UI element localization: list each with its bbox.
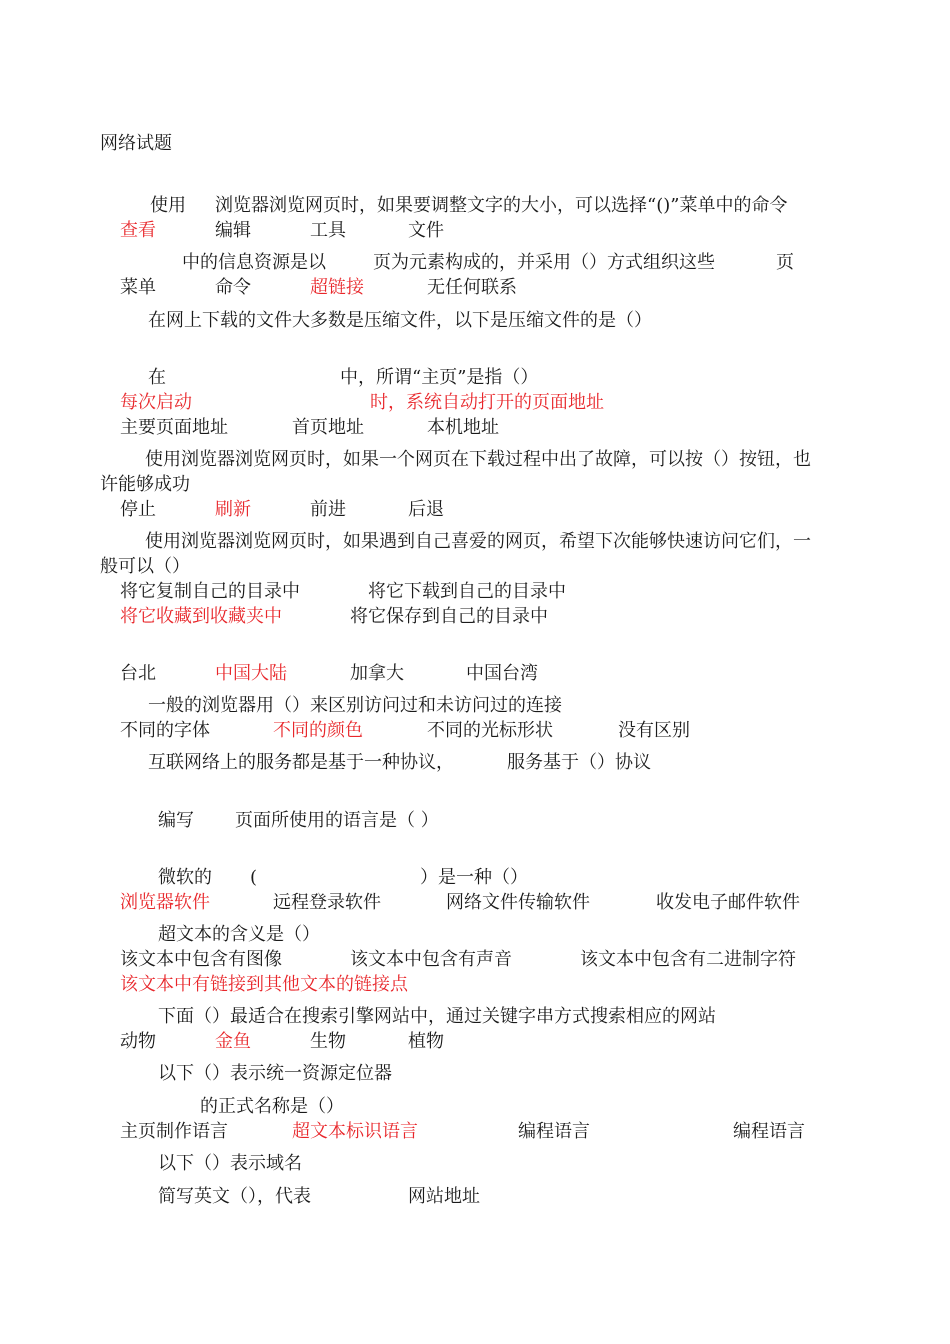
q4-option-a-part1: 每次启动 [120, 392, 192, 413]
q5-option-b: 刷新 [215, 499, 251, 520]
q12-option-c: 该文本中包含有二进制字符 [580, 949, 796, 970]
q17-stem-b: 网站地址 [408, 1186, 480, 1207]
q2-stem-a: 中的信息资源是以 [182, 252, 326, 273]
q11-stem-c: ）是一种（） [420, 867, 528, 888]
q11-option-d: 收发电子邮件软件 [656, 892, 800, 913]
q6-stem-line1: 使用浏览器浏览网页时，如果遇到自己喜爱的网页，希望下次能够快速访问它们，一 [145, 531, 811, 552]
q6-option-a: 将它复制自己的目录中 [120, 581, 300, 602]
document-title: 网络试题 [100, 133, 172, 154]
q15-option-d: 编程语言 [733, 1121, 805, 1142]
q9-stem-b: 服务基于（）协议 [507, 752, 651, 773]
q15-option-a: 主页制作语言 [120, 1121, 228, 1142]
q8-option-c: 不同的光标形状 [427, 720, 553, 741]
q2-option-a: 菜单 [120, 277, 156, 298]
q2-stem-c: 页 [776, 252, 794, 273]
q15-stem: 的正式名称是（） [200, 1096, 344, 1117]
q12-option-d: 该文本中有链接到其他文本的链接点 [120, 974, 408, 995]
q6-option-b: 将它下载到自己的目录中 [368, 581, 566, 602]
q5-option-c: 前进 [310, 499, 346, 520]
q13-option-a: 动物 [120, 1031, 156, 1052]
q4-option-c: 首页地址 [292, 417, 364, 438]
q13-option-d: 植物 [408, 1031, 444, 1052]
q15-option-b: 超文本标识语言 [292, 1121, 418, 1142]
q6-option-c: 将它收藏到收藏夹中 [120, 606, 282, 627]
q13-option-c: 生物 [310, 1031, 346, 1052]
q1-option-c: 工具 [310, 220, 346, 241]
q1-option-d: 文件 [408, 220, 444, 241]
q1-stem-b: 浏览器浏览网页时，如果要调整文字的大小，可以选择“()”菜单中的命令 [215, 195, 788, 216]
q1-option-b: 编辑 [215, 220, 251, 241]
q13-stem: 下面（）最适合在搜索引擎网站中，通过关键字串方式搜索相应的网站 [158, 1006, 716, 1027]
q3-stem: 在网上下载的文件大多数是压缩文件，以下是压缩文件的是（） [148, 310, 652, 331]
q12-option-b: 该文本中包含有声音 [350, 949, 512, 970]
q17-stem-a: 简写英文（），代表 [158, 1186, 311, 1207]
q8-option-b: 不同的颜色 [273, 720, 363, 741]
q7-option-a: 台北 [120, 663, 156, 684]
q8-option-d: 没有区别 [618, 720, 690, 741]
q11-option-a: 浏览器软件 [120, 892, 210, 913]
q1-option-a: 查看 [120, 220, 156, 241]
q5-option-d: 后退 [408, 499, 444, 520]
q2-option-d: 无任何联系 [427, 277, 517, 298]
q6-stem-line2: 般可以（） [100, 556, 190, 577]
q11-stem-a: 微软的 [158, 867, 212, 888]
q8-stem: 一般的浏览器用（）来区别访问过和未访问过的连接 [148, 695, 562, 716]
q8-option-a: 不同的字体 [120, 720, 210, 741]
q12-option-a: 该文本中包含有图像 [120, 949, 282, 970]
q6-option-d: 将它保存到自己的目录中 [350, 606, 548, 627]
q4-option-a-part2: 时，系统自动打开的页面地址 [370, 392, 604, 413]
q11-stem-b: ( [250, 867, 258, 888]
q5-stem-line2: 许能够成功 [100, 474, 190, 495]
q5-stem-line1: 使用浏览器浏览网页时，如果一个网页在下载过程中出了故障，可以按（）按钮，也 [145, 449, 811, 470]
q7-option-c: 加拿大 [350, 663, 404, 684]
q1-stem-a: 使用 [150, 195, 186, 216]
q4-stem-b: 中，所谓“主页”是指（） [340, 367, 539, 388]
q10-stem-a: 编写 [158, 810, 194, 831]
q4-option-d: 本机地址 [427, 417, 499, 438]
q4-option-b: 主要页面地址 [120, 417, 228, 438]
q15-option-c: 编程语言 [518, 1121, 590, 1142]
q9-stem-a: 互联网络上的服务都是基于一种协议， [148, 752, 454, 773]
q11-option-b: 远程登录软件 [273, 892, 381, 913]
q4-stem-a: 在 [148, 367, 166, 388]
q7-option-d: 中国台湾 [466, 663, 538, 684]
q12-stem: 超文本的含义是（） [158, 924, 320, 945]
q5-option-a: 停止 [120, 499, 156, 520]
q2-stem-b: 页为元素构成的，并采用（）方式组织这些 [373, 252, 715, 273]
q2-option-b: 命令 [215, 277, 251, 298]
q14-stem: 以下（）表示统一资源定位器 [158, 1063, 392, 1084]
q10-stem-b: 页面所使用的语言是（ ） [235, 810, 439, 831]
q7-option-b: 中国大陆 [215, 663, 287, 684]
q2-option-c: 超链接 [310, 277, 364, 298]
q16-stem: 以下（）表示域名 [158, 1153, 302, 1174]
q11-option-c: 网络文件传输软件 [446, 892, 590, 913]
q13-option-b: 金鱼 [215, 1031, 251, 1052]
